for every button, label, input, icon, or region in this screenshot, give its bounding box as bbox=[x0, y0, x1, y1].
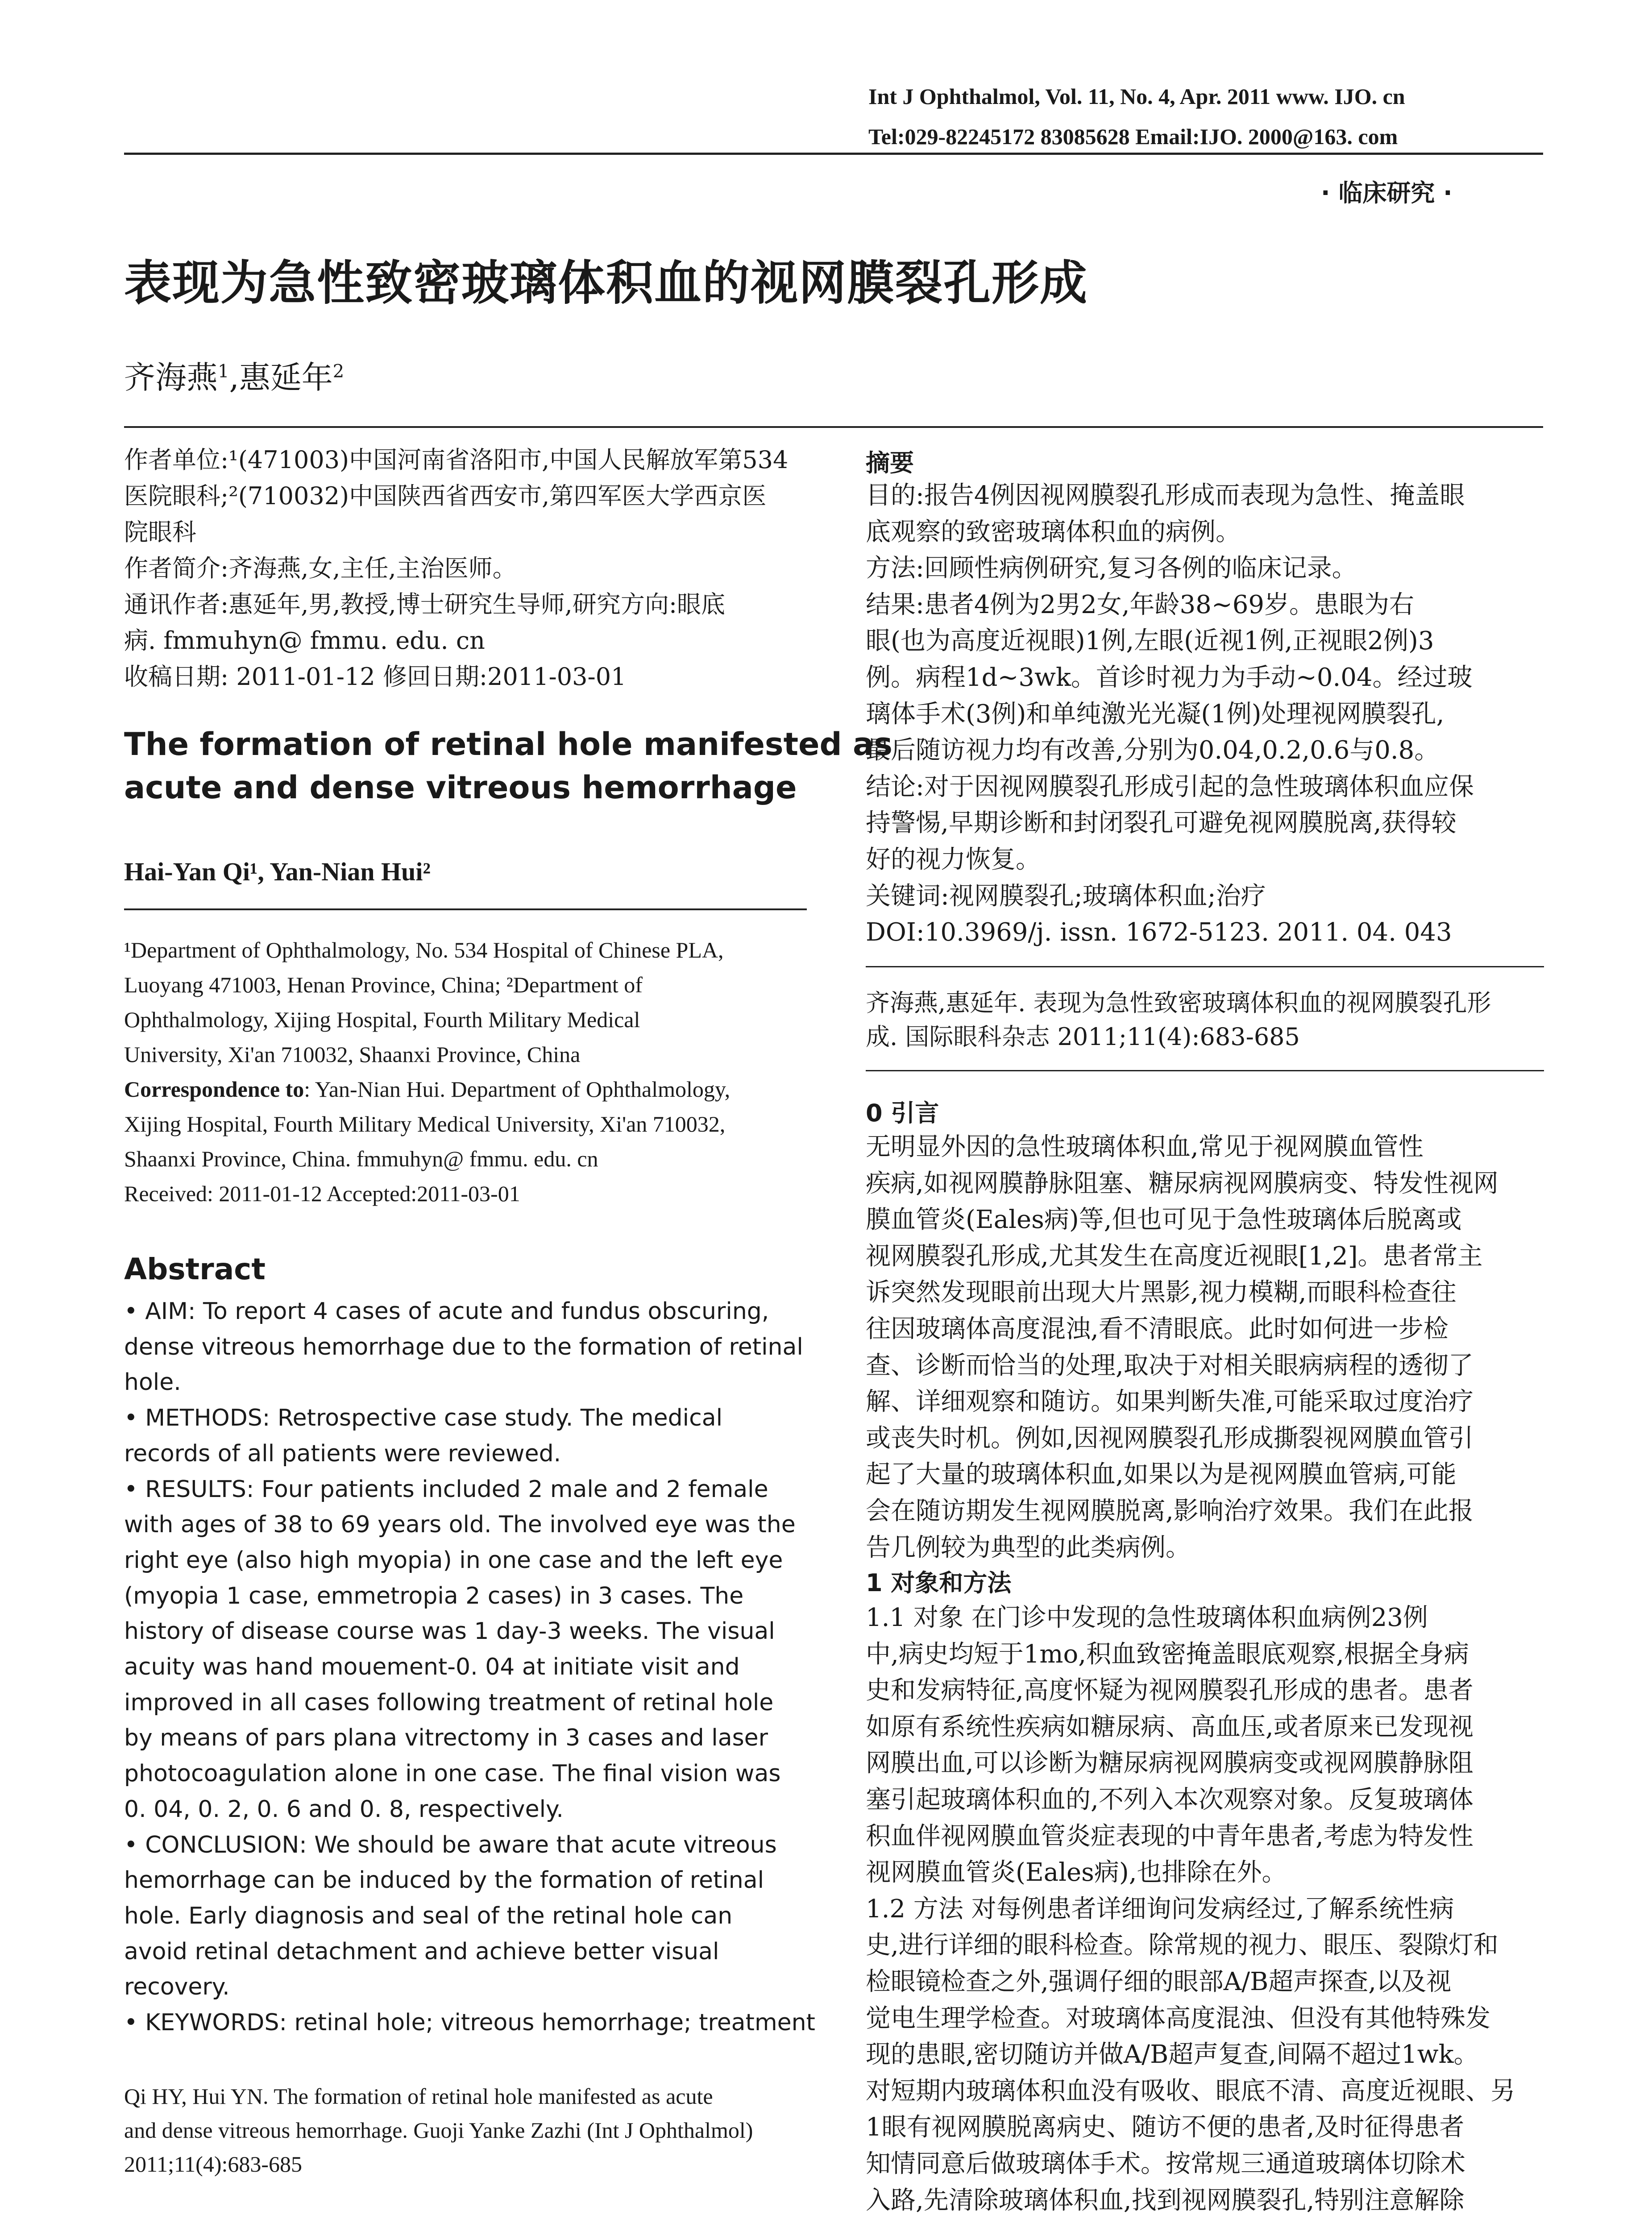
authors-cn bbox=[124, 352, 344, 398]
abstract-line: • KEYWORDS: retinal hole; vitreous hemorrhage; treatment bbox=[124, 2009, 815, 2036]
abstract-cn-heading: 摘要 bbox=[866, 449, 914, 477]
methods-body bbox=[866, 1600, 1544, 2219]
methods-line: 塞引起玻璃体积血的,不列入本次观察对象。反复玻璃体 bbox=[866, 1785, 1474, 1814]
affiliation-en-line: University, Xi'an 710032, Shaanxi Province, China bbox=[124, 1042, 581, 1067]
methods-line: 视网膜血管炎(Eales病),也排除在外。 bbox=[866, 1858, 1287, 1887]
abstract-line: 0. 04, 0. 2, 0. 6 and 0. 8, respectively. bbox=[124, 1796, 564, 1823]
header-rule bbox=[124, 153, 1543, 155]
methods-line: 史,进行详细的眼科检查。除常规的视力、眼压、裂隙灯和 bbox=[866, 1931, 1498, 1960]
affiliation-cn bbox=[124, 442, 807, 695]
affiliation-cn-line: 收稿日期: 2011-01-12 修回日期:2011-03-01 bbox=[124, 663, 627, 691]
abstract-cn-line: DOI:10.3969/j. issn. 1672-5123. 2011. 04. 043 bbox=[866, 918, 1452, 947]
citation-en-line: 2011;11(4):683-685 bbox=[124, 2152, 303, 2177]
received-dates: Received: 2011-01-12 Accepted:2011-03-01 bbox=[124, 1181, 520, 1206]
abstract-en bbox=[124, 1294, 815, 2041]
author-1-mark: 1 bbox=[218, 361, 229, 382]
methods-line: 如原有系统性疾病如糖尿病、高血压,或者原来已发现视 bbox=[866, 1712, 1474, 1742]
methods-line: 中,病史均短于1mo,积血致密掩盖眼底观察,根据全身病 bbox=[866, 1639, 1469, 1669]
abstract-line: right eye (also high myopia) in one case and the left eye bbox=[124, 1547, 783, 1574]
author-sep: , bbox=[229, 359, 239, 396]
citation-en-line: and dense vitreous hemorrhage. Guoji Yanke Zazhi (Int J Ophthalmol) bbox=[124, 2118, 753, 2143]
abstract-line: by means of pars plana vitrectomy in 3 cases and laser bbox=[124, 1725, 768, 1752]
correspondence-line: Shaanxi Province, China. fmmuhyn@ fmmu. edu. cn bbox=[124, 1146, 598, 1171]
author-2-mark: 2 bbox=[332, 361, 345, 382]
citation-cn-rule bbox=[866, 1070, 1544, 1071]
citation-cn-line: 齐海燕,惠延年. 表现为急性致密玻璃体积血的视网膜裂孔形 bbox=[866, 989, 1491, 1017]
abstract-line: hole. bbox=[124, 1369, 181, 1396]
abstract-cn-line: 璃体手术(3例)和单纯激光光凝(1例)处理视网膜裂孔, bbox=[866, 699, 1444, 729]
intro-line: 起了大量的玻璃体积血,如果以为是视网膜血管病,可能 bbox=[866, 1460, 1457, 1489]
abstract-line: • RESULTS: Four patients included 2 male and 2 female bbox=[124, 1476, 768, 1503]
correspondence-label: Correspondence to bbox=[124, 1077, 304, 1102]
affiliation-en bbox=[124, 933, 807, 1211]
intro-line: 或丧失时机。例如,因视网膜裂孔形成撕裂视网膜血管引 bbox=[866, 1423, 1474, 1453]
abstract-line: records of all patients were reviewed. bbox=[124, 1440, 561, 1467]
intro-line: 无明显外因的急性玻璃体积血,常见于视网膜血管性 bbox=[866, 1132, 1424, 1161]
affiliation-en-line: Ophthalmology, Xijing Hospital, Fourth Military Medical bbox=[124, 1007, 640, 1032]
abstract-cn-line: 底观察的致密玻璃体积血的病例。 bbox=[866, 517, 1241, 547]
methods-line: 检眼镜检查之外,强调仔细的眼部A/B超声探查,以及视 bbox=[866, 1967, 1452, 1996]
intro-line: 会在随访期发生视网膜脱离,影响治疗效果。我们在此报 bbox=[866, 1496, 1474, 1526]
intro-line: 膜血管炎(Eales病)等,但也可见于急性玻璃体后脱离或 bbox=[866, 1205, 1462, 1235]
section-tag: · 临床研究 · bbox=[1321, 179, 1453, 207]
authors-rule bbox=[124, 908, 807, 910]
abstract-cn-line: 最后随访视力均有改善,分别为0.04,0.2,0.6与0.8。 bbox=[866, 736, 1440, 765]
intro-line: 疾病,如视网膜静脉阻塞、糖尿病视网膜病变、特发性视网 bbox=[866, 1169, 1498, 1198]
english-title-line: The formation of retinal hole manifested as bbox=[124, 726, 892, 763]
citation-en bbox=[124, 2079, 807, 2181]
abstract-cn-line: 结果:患者4例为2男2女,年龄38~69岁。患眼为右 bbox=[866, 590, 1414, 619]
affiliation-cn-line: 通讯作者:惠延年,男,教授,博士研究生导师,研究方向:眼底 bbox=[124, 590, 726, 618]
affiliation-cn-line: 作者单位:¹(471003)中国河南省洛阳市,中国人民解放军第534 bbox=[124, 446, 789, 474]
affiliation-cn-line: 医院眼科;²(710032)中国陕西省西安市,第四军医大学西京医 bbox=[124, 482, 767, 510]
methods-heading: 1 对象和方法 bbox=[866, 1569, 1012, 1597]
methods-line: 网膜出血,可以诊断为糖尿病视网膜病变或视网膜静脉阻 bbox=[866, 1749, 1474, 1778]
page-title: 表现为急性致密玻璃体积血的视网膜裂孔形成 bbox=[124, 256, 1088, 311]
abstract-line: avoid retinal detachment and achieve better visual bbox=[124, 1938, 719, 1965]
affiliation-cn-line: 作者简介:齐海燕,女,主任,主治医师。 bbox=[124, 554, 517, 582]
abstract-heading: Abstract bbox=[124, 1252, 266, 1286]
journal-contact-line: Tel:029-82245172 83085628 Email:IJO. 2000@163. com bbox=[868, 124, 1398, 149]
author-1: 齐海燕 bbox=[124, 359, 218, 396]
abstract-line: • METHODS: Retrospective case study. The medical bbox=[124, 1405, 723, 1432]
abstract-cn bbox=[866, 477, 1544, 951]
intro-line: 诉突然发现眼前出现大片黑影,视力模糊,而眼科检查往 bbox=[866, 1278, 1457, 1307]
abstract-line: improved in all cases following treatment of retinal hole bbox=[124, 1689, 774, 1716]
methods-line: 1眼有视网膜脱离病史、随访不便的患者,及时征得患者 bbox=[866, 2113, 1465, 2142]
abstract-cn-line: 例。病程1d~3wk。首诊时视力为手动~0.04。经过玻 bbox=[866, 663, 1473, 692]
methods-line: 1.2 方法 对每例患者详细询问发病经过,了解系统性病 bbox=[866, 1894, 1454, 1924]
intro-line: 往因玻璃体高度混浊,看不清眼底。此时如何进一步检 bbox=[866, 1314, 1449, 1344]
abstract-cn-line: 方法:回顾性病例研究,复习各例的临床记录。 bbox=[866, 554, 1357, 583]
methods-line: 1.1 对象 在门诊中发现的急性玻璃体积血病例23例 bbox=[866, 1603, 1428, 1632]
abstract-cn-line: 持警惕,早期诊断和封闭裂孔可避免视网膜脱离,获得较 bbox=[866, 809, 1457, 838]
abstract-cn-line: 关键词:视网膜裂孔;玻璃体积血;治疗 bbox=[866, 881, 1266, 911]
abstract-line: photocoagulation alone in one case. The final vision was bbox=[124, 1760, 781, 1787]
intro-body bbox=[866, 1129, 1544, 1566]
authors-en: Hai-Yan Qi¹, Yan-Nian Hui² bbox=[124, 857, 431, 886]
intro-line: 解、详细观察和随访。如果判断失准,可能采取过度治疗 bbox=[866, 1387, 1474, 1417]
abstract-line: acuity was hand mouement-0. 04 at initiate visit and bbox=[124, 1654, 740, 1681]
abstract-line: • AIM: To report 4 cases of acute and fundus obscuring, bbox=[124, 1298, 769, 1325]
intro-line: 视网膜裂孔形成,尤其发生在高度近视眼[1,2]。患者常主 bbox=[866, 1241, 1483, 1271]
citation-cn bbox=[866, 986, 1544, 1054]
abstract-cn-line: 目的:报告4例因视网膜裂孔形成而表现为急性、掩盖眼 bbox=[866, 481, 1465, 510]
methods-line: 对短期内玻璃体积血没有吸收、眼底不清、高度近视眼、另 bbox=[866, 2076, 1515, 2106]
intro-heading: 0 引言 bbox=[866, 1099, 939, 1127]
methods-line: 知情同意后做玻璃体手术。按常规三通道玻璃体切除术 bbox=[866, 2149, 1465, 2178]
abstract-line: • CONCLUSION: We should be aware that acute vitreous bbox=[124, 1831, 777, 1858]
abstract-line: history of disease course was 1 day-3 weeks. The visual bbox=[124, 1618, 775, 1645]
abstract-line: (myopia 1 case, emmetropia 2 cases) in 3 cases. The bbox=[124, 1582, 744, 1609]
abstract-line: recovery. bbox=[124, 1974, 230, 2001]
methods-line: 积血伴视网膜血管炎症表现的中青年患者,考虑为特发性 bbox=[866, 1821, 1474, 1851]
intro-line: 告几例较为典型的此类病例。 bbox=[866, 1533, 1191, 1562]
methods-line: 史和发病特征,高度怀疑为视网膜裂孔形成的患者。患者 bbox=[866, 1676, 1474, 1705]
abstract-cn-line: 好的视力恢复。 bbox=[866, 845, 1041, 874]
methods-line: 觉电生理学检查。对玻璃体高度混浊、但没有其他特殊发 bbox=[866, 2003, 1490, 2033]
abstract-cn-line: 眼(也为高度近视眼)1例,左眼(近视1例,正视眼2例)3 bbox=[866, 626, 1434, 656]
journal-header-line: Int J Ophthalmol, Vol. 11, No. 4, Apr. 2011 www. IJO. cn bbox=[868, 84, 1405, 109]
affiliation-en-line: Luoyang 471003, Henan Province, China; ²Department of bbox=[124, 972, 643, 997]
correspondence-first-line bbox=[124, 1072, 807, 1107]
abstract-line: dense vitreous hemorrhage due to the formation of retinal bbox=[124, 1333, 803, 1360]
abstract-line: hemorrhage can be induced by the formation of retinal bbox=[124, 1867, 764, 1894]
affiliation-en-line: ¹Department of Ophthalmology, No. 534 Hospital of Chinese PLA, bbox=[124, 937, 724, 962]
abstract-line: hole. Early diagnosis and seal of the retinal hole can bbox=[124, 1902, 733, 1929]
citation-cn-line: 成. 国际眼科杂志 2011;11(4):683-685 bbox=[866, 1023, 1300, 1051]
affiliation-cn-line: 院眼科 bbox=[124, 518, 196, 546]
methods-line: 入路,先清除玻璃体积血,找到视网膜裂孔,特别注意解除 bbox=[866, 2185, 1465, 2215]
title-rule bbox=[124, 426, 1543, 428]
abstract-cn-line: 结论:对于因视网膜裂孔形成引起的急性玻璃体积血应保 bbox=[866, 772, 1474, 801]
citation-en-line: Qi HY, Hui YN. The formation of retinal hole manifested as acute bbox=[124, 2084, 713, 2109]
correspondence-text: : Yan-Nian Hui. Department of Ophthalmology, bbox=[304, 1077, 731, 1102]
methods-line: 现的患眼,密切随访并做A/B超声复查,间隔不超过1wk。 bbox=[866, 2040, 1479, 2069]
english-title-line: acute and dense vitreous hemorrhage bbox=[124, 769, 797, 806]
correspondence-line: Xijing Hospital, Fourth Military Medical University, Xi'an 710032, bbox=[124, 1111, 726, 1136]
intro-line: 查、诊断而恰当的处理,取决于对相关眼病病程的透彻了 bbox=[866, 1351, 1474, 1380]
affiliation-cn-line: 病. fmmuhyn@ fmmu. edu. cn bbox=[124, 626, 485, 655]
abstract-line: with ages of 38 to 69 years old. The involved eye was the bbox=[124, 1511, 796, 1538]
author-2: 惠延年 bbox=[239, 359, 333, 396]
english-title bbox=[124, 723, 892, 809]
abstract-cn-rule bbox=[866, 966, 1544, 967]
